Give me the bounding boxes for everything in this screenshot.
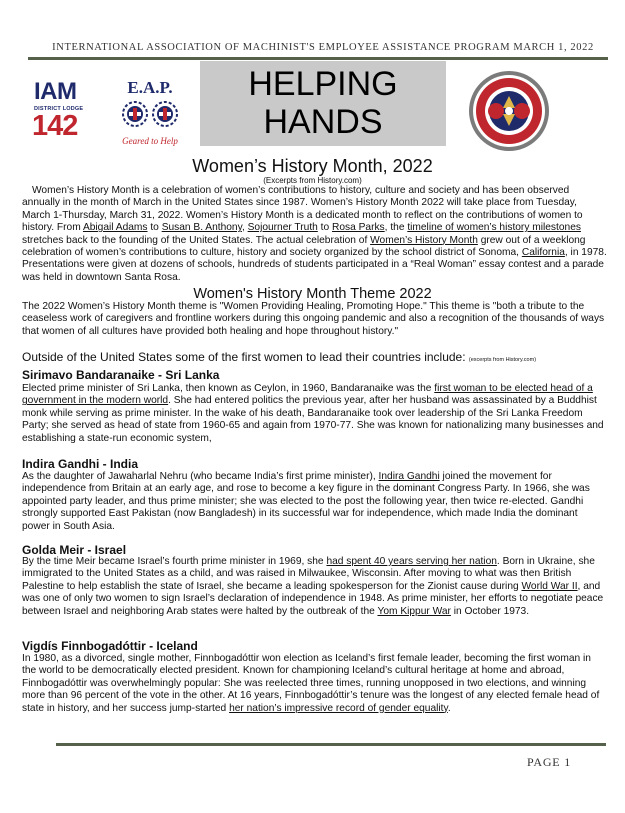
iam-logo-subtitle: DISTRICT LODGE <box>34 106 84 112</box>
newsletter-header: INTERNATIONAL ASSOCIATION OF MACHINIST'S EMPLOYEE ASSISTANCE PROGRAM MARCH 1, 2022 <box>52 42 594 53</box>
iam-logo <box>32 78 94 148</box>
iam-logo-number: 142 <box>32 110 78 142</box>
leader-heading: Vigdís Finnbogadóttir - Iceland <box>22 639 198 653</box>
leader-text: In 1980, as a divorced, single mother, Finnbogadóttir won election as Iceland’s first female leader, becoming the first woman in the world to be democratically elected president. Known for championing Iceland’s cultural heritage at home and abroad, Finnbogadóttir was overwhelmingly popular: She was reelected three times, running unopposed in two elections, and winning more than 96 percent of the vote in the other. At 16 years, Finnbogadóttir’s tenure was the longest of any elected female head of state in history, and her success jump-started <box>22 653 600 714</box>
link-first-woman-elected[interactable]: first woman to be elected head of a government in the modern world <box>22 383 593 407</box>
link-abigail-adams[interactable]: Abigail Adams <box>82 222 148 234</box>
newsletter-title-box <box>200 61 446 146</box>
leader-text: joined the movement for independence from Britain at an early age, and rose to become a key figure in the dominant Congress Party. In 1966, she was appointed party leader, and thus prime minister; she was elected to the post the following year, then twice re-elected. Gandhi strongly supported East Pakistan (now Bangladesh) in its successful war for independence, which made India the dominant power in South Asia. <box>22 471 590 532</box>
leader-text: , and was one of only two women to sign Israel’s declaration of independence in 1948. As prime minister, her efforts to negotiate peace between Israel and neighboring Arab states were halted by the outbreak of the <box>22 580 604 617</box>
leader-paragraph <box>22 556 607 618</box>
intro-paragraph <box>22 185 607 284</box>
link-gender-equality-record[interactable]: her nation’s impressive record of gender equality <box>229 702 448 714</box>
intro-text: stretches back to the founding of the United States. The actual celebration of <box>22 234 371 246</box>
page-number: PAGE 1 <box>527 755 572 769</box>
link-california[interactable]: California <box>521 247 565 259</box>
article-title: Women’s History Month, 2022 <box>192 156 433 176</box>
eap-logo-text: E.A.P. <box>127 78 173 97</box>
intro-text: to <box>147 222 162 234</box>
intro-text: , <box>241 222 248 234</box>
link-rosa-parks[interactable]: Rosa Parks <box>332 222 385 234</box>
intro-text: , the <box>384 222 408 234</box>
header-divider <box>28 57 608 60</box>
theme-paragraph: The 2022 Women’s History Month theme is "Women Providing Healing, Promoting Hope." This theme is "both a tribute to the ceaseless work of caregivers and frontline workers during this ongoing pandemic and also a recognition of the thousands of ways that women of all cultures have provided both healing and hope throughout history." <box>22 301 605 337</box>
link-sojourner-truth[interactable]: Sojourner Truth <box>247 222 318 234</box>
link-40-years-serving[interactable]: had spent 40 years serving her nation <box>326 556 497 567</box>
leader-text: in October 1973. <box>450 605 530 617</box>
newsletter-title-line-1: HELPING <box>248 65 398 103</box>
link-timeline-milestones[interactable]: timeline of women’s history milestones <box>407 222 581 234</box>
newsletter-title-line-2: HANDS <box>263 103 383 141</box>
intro-text: grew out of a weeklong celebration of women’s contributions to culture, history and society organized by the school district of Sonoma, <box>22 234 586 259</box>
link-yom-kippur-war[interactable]: Yom Kippur War <box>377 605 451 617</box>
link-indira-gandhi[interactable]: Indira Gandhi <box>378 471 440 482</box>
intro-text: Women’s History Month is a celebration of women’s contributions to history, culture and society and has been observed annually in the month of March in the United States since 1987. Women’s History Month 2022 will take place from Tuesday, March 1-Thursday, March 31, 2022. Women’s History Month is a dedicated month to reflect on the contributions of women to history. From <box>22 185 583 234</box>
leader-heading: Sirimavo Bandaranaike - Sri Lanka <box>22 368 220 382</box>
leader-heading: Golda Meir - Israel <box>22 543 127 557</box>
leader-text: . Born in Ukraine, she immigrated to the United States as a child, and was raised in Milwaukee, Wisconsin. After moving to what was then British Palestine to help establish the state of Israel, she became a leading spokesperson for the Zionist cause during <box>22 556 595 592</box>
article-source-note: (Excerpts from History.com) <box>263 176 362 185</box>
leader-text: By the time Meir became Israel’s fourth prime minister in 1969, she <box>22 556 327 567</box>
link-world-war-ii[interactable]: World War II <box>521 580 578 592</box>
leader-paragraph <box>22 471 607 533</box>
gears-icon <box>108 98 192 130</box>
leader-paragraph <box>22 383 607 445</box>
leader-paragraph <box>22 653 607 715</box>
lodge-seal-icon <box>468 70 550 152</box>
iam-logo-text: IAM <box>34 78 77 105</box>
eap-tagline: Geared to Help <box>122 136 178 146</box>
leaders-intro-heading <box>22 350 612 364</box>
theme-heading: Women's History Month Theme 2022 <box>193 286 432 302</box>
eap-logo <box>108 78 192 148</box>
leader-heading: Indira Gandhi - India <box>22 457 139 471</box>
leaders-source-note: (excerpts from History.com) <box>468 357 537 363</box>
intro-text: to <box>317 222 332 234</box>
footer-divider <box>56 743 606 746</box>
link-womens-history-month[interactable]: Women’s History Month <box>370 234 478 246</box>
leader-text: Elected prime minister of Sri Lanka, then known as Ceylon, in 1960, Bandaranaike was the <box>22 383 435 394</box>
intro-text: , in 1978. Presentations were given at dozens of schools, hundreds of students participated in a “Real Woman” essay contest and a parade was held in downtown Santa Rosa. <box>22 247 607 283</box>
leaders-intro-text: Outside of the United States some of the first women to lead their countries include: <box>22 350 469 364</box>
leader-text: . <box>447 702 451 714</box>
link-susan-b-anthony[interactable]: Susan B. Anthony <box>161 222 242 234</box>
leader-text: As the daughter of Jawaharlal Nehru (who became India’s first prime minister), <box>22 471 379 482</box>
leader-text: . She had entered politics the previous year, after her husband was assassinated by a Buddhist monk while serving as prime minister. In the wake of his death, Bandaranaike took over leadership of the Sri Lanka Freedom Party; she served as head of state from 1960-65 and again from 1970-77. She was known for nationalizing many businesses and establishing a state-run economic system, <box>22 395 604 444</box>
